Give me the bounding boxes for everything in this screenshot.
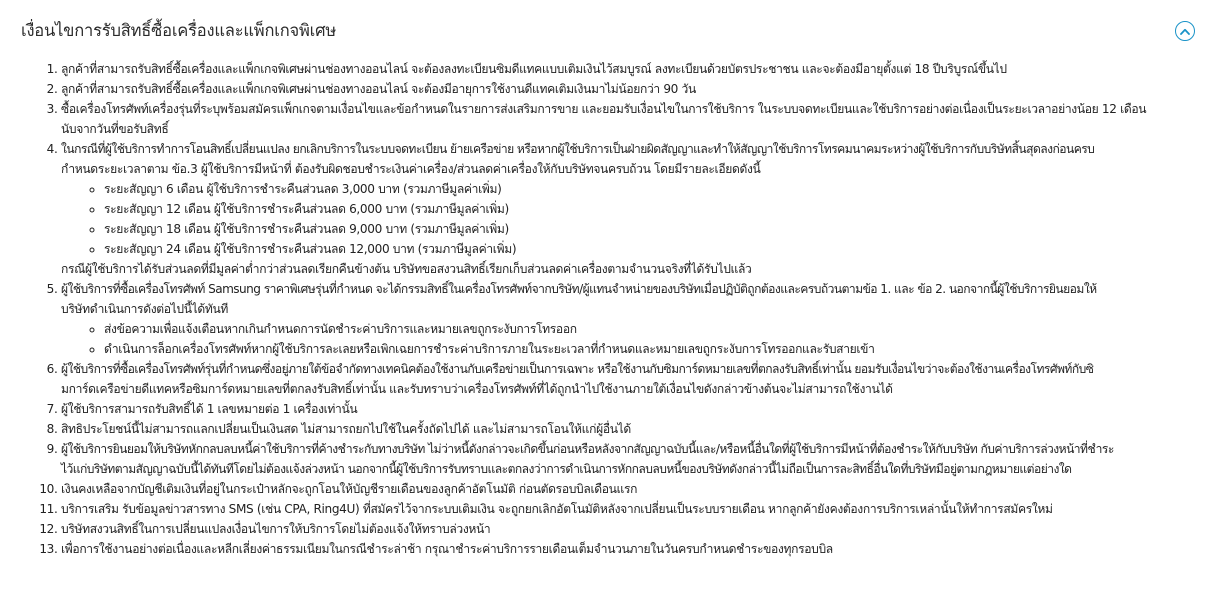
list-item	[61, 359, 1171, 399]
term-text: ผู้ใช้บริการยินยอมให้บริษัทหักกลบลบหนี้ค่าใช้บริการที่ค้างชำระกับทางบริษัท ไม่ว่าหนี้ดังกล่าวจะเกิดขึ้นก่อนหรือหลังจากสัญญาฉบับนี้และ/หรือหนี้อื่นใดที่ผู้ใช้บริการมีหน้าที่ต้องชำระให้กับบริษัท กับค่าบริการล่วงหน้าที่ชำระ	[61, 442, 1114, 456]
term-text: ลูกค้าที่สามารถรับสิทธิ์ซื้อเครื่องและแพ็กเกจพิเศษผ่านช่องทางออนไลน์ จะต้องลงทะเบียนซิมดีแทคแบบเติมเงินไว้สมบูรณ์ ลงทะเบียนด้วยบัตรประชาชน และจะต้องมีอายุตั้งแต่ 18 ปีบริบูรณ์ขึ้นไป	[61, 62, 1007, 76]
term-text: ซื้อเครื่องโทรศัพท์เครื่องรุ่นที่ระบุพร้อมสมัครแพ็กเกจตามเงื่อนไขและข้อกำหนดในรายการส่งเสริมการขาย และยอมรับเงื่อนไขในการใช้บริการ ในระบบจดทะเบียนและใช้บริการอย่างต่อเนื่องเป็นระยะเวลาอย่างน้อย 12 เดือน	[61, 102, 1147, 116]
sub-list-item: ◦ ระยะสัญญา 24 เดือน ผู้ใช้บริการชำระคืนส่วนลด 12,000 บาท (รวมภาษีมูลค่าเพิ่ม)	[104, 239, 1171, 259]
term-text: เงินคงเหลือจากบัญชีเติมเงินที่อยู่ในกระเป๋าหลักจะถูกโอนให้บัญชีรายเดือนของลูกค้าอัตโนมัติ ก่อนตัดรอบบิลเดือนแรก	[61, 482, 638, 496]
list-item	[61, 59, 1171, 79]
term-text: ผู้ใช้บริการสามารถรับสิทธิ์ได้ 1 เลขหมายต่อ 1 เครื่องเท่านั้น	[61, 402, 358, 416]
sub-list-item: ◦ ระยะสัญญา 6 เดือน ผู้ใช้บริการชำระคืนส่วนลด 3,000 บาท (รวมภาษีมูลค่าเพิ่ม)	[104, 179, 1171, 199]
term-text: นับจากวันที่ขอรับสิทธิ์	[61, 122, 169, 136]
list-item	[61, 439, 1171, 479]
term-text: ผู้ใช้บริการที่ซื้อเครื่องโทรศัพท์รุ่นที่กำหนดซึ่งอยู่ภายใต้ข้อจำกัดทางเทคนิคต้องใช้งานกับเครือข่ายเป็นการเฉพาะ หรือใช้งานกับซิมการ์ดหมายเลขที่ตกลงรับสิทธิ์เท่านั้น ยอมรับเงื่อนไขว่าจะต้องใช้งานเครื่องโทรศัพท์กับซิ	[61, 362, 1094, 376]
term-text: บริษัทสงวนสิทธิ์ในการเปลี่ยนแปลงเงื่อนไขการให้บริการโดยไม่ต้องแจ้งให้ทราบล่วงหน้า	[61, 522, 491, 536]
sub-list-item: ◦ ดำเนินการล็อกเครื่องโทรศัพท์หากผู้ใช้บริการละเลยหรือเพิกเฉยการชำระค่าบริการภายในระยะเวลาที่กำหนดและหมายเลขถูกระงับการโทรออกและรับสายเข้า	[104, 339, 1171, 359]
sub-list-item: ◦ ส่งข้อความเพื่อแจ้งเตือนหากเกินกำหนดการนัดชำระค่าบริการและหมายเลขถูกระงับการโทรออก	[104, 319, 1171, 339]
term-text: บริการเสริม รับข้อมูลข่าวสารทาง SMS (เช่น CPA, Ring4U) ที่สมัครไว้จากระบบเติมเงิน จะถูกยกเลิกอัตโนมัติหลังจากเปลี่ยนเป็นระบบรายเดือน หากลูกค้ายังคงต้องการบริการเหล่านั้นให้ทำการสมัครใหม่	[61, 502, 1053, 516]
action-list	[61, 319, 1171, 359]
list-item	[61, 79, 1171, 99]
sub-list-item: ◦ ระยะสัญญา 12 เดือน ผู้ใช้บริการชำระคืนส่วนลด 6,000 บาท (รวมภาษีมูลค่าเพิ่ม)	[104, 199, 1171, 219]
list-item	[61, 419, 1171, 439]
term-text: ผู้ใช้บริการที่ซื้อเครื่องโทรศัพท์ Samsung ราคาพิเศษรุ่นที่กำหนด จะได้กรรมสิทธิ์ในเครื่องโทรศัพท์จากบริษัท/ผู้แทนจำหน่ายของบริษัทเมื่อปฏิบัติถูกต้องและครบถ้วนตามข้อ 1. และ ข้อ 2. นอกจากนี้ผู้ใช้บริการยินยอมให้	[61, 282, 1097, 296]
terms-list	[0, 59, 1171, 559]
term-text: ไว้แก่บริษัทตามสัญญาฉบับนี้ได้ทันทีโดยไม่ต้องแจ้งล่วงหน้า นอกจากนี้ผู้ใช้บริการรับทราบและตกลงว่าการดำเนินการหักกลบลบหนี้ของบริษัทดังกล่าวนี้ไม่ถือเป็นการละสิทธิ์อื่นใดที่บริษัทมีอยู่ตามกฎหมายแต่อย่างใด	[61, 462, 1072, 476]
chevron-up-icon	[1180, 28, 1190, 35]
term-note: กรณีผู้ใช้บริการได้รับส่วนลดที่มีมูลค่าต่ำกว่าส่วนลดเรียกคืนข้างต้น บริษัทขอสงวนสิทธิ์เรียกเก็บส่วนลดค่าเครื่องตามจำนวนจริงที่ได้รับไปแล้ว	[61, 262, 752, 276]
list-item	[61, 519, 1171, 539]
term-text: กำหนดระยะเวลาตาม ข้อ.3 ผู้ใช้บริการมีหน้าที่ ต้องรับผิดชอบชำระเงินค่าเครื่อง/ส่วนลดค่าเครื่องให้กับบริษัทจนครบถ้วน โดยมีรายละเอียดดังนี้	[61, 162, 761, 176]
penalty-list	[61, 179, 1171, 259]
section-title: เงื่อนไขการรับสิทธิ์ซื้อเครื่องและแพ็กเกจพิเศษ	[21, 21, 337, 40]
term-text: บริษัทดำเนินการดังต่อไปนี้ได้ทันที	[61, 302, 229, 316]
list-item	[61, 479, 1171, 499]
sub-list-item: ◦ ระยะสัญญา 18 เดือน ผู้ใช้บริการชำระคืนส่วนลด 9,000 บาท (รวมภาษีมูลค่าเพิ่ม)	[104, 219, 1171, 239]
term-text: มการ์ดเครือข่ายดีแทคหรือซิมการ์ดหมายเลขที่ตกลงรับสิทธิ์เท่านั้น และรับทราบว่าเครื่องโทรศัพท์ที่ได้ถูกนำไปใช้งานภายใต้เงื่อนไขดังกล่าวข้างต้นจะไม่สามารถใช้งานได้	[61, 382, 893, 396]
list-item	[61, 399, 1171, 419]
term-text: ลูกค้าที่สามารถรับสิทธิ์ซื้อเครื่องและแพ็กเกจพิเศษผ่านช่องทางออนไลน์ จะต้องมีอายุการใช้งานดีแทคเติมเงินมาไม่น้อยกว่า 90 วัน	[61, 82, 696, 96]
term-text: เพื่อการใช้งานอย่างต่อเนื่องและหลีกเลี่ยงค่าธรรมเนียมในกรณีชำระล่าช้า กรุณาชำระค่าบริการรายเดือนเต็มจำนวนภายในวันครบกำหนดชำระของทุกรอบบิล	[61, 542, 833, 556]
collapse-toggle-button[interactable]	[1175, 21, 1195, 41]
list-item	[61, 139, 1171, 279]
section-header[interactable]	[21, 14, 1195, 48]
list-item	[61, 279, 1171, 359]
term-text: ในกรณีที่ผู้ใช้บริการทำการโอนสิทธิ์เปลี่ยนแปลง ยกเลิกบริการในระบบจดทะเบียน ย้ายเครือข่าย หรือหากผู้ใช้บริการเป็นฝ่ายผิดสัญญาและทำให้สัญญาใช้บริการโทรคมนาคมระหว่างผู้ใช้บริการกับบริษัทสิ้นสุดลงก่อนครบ	[61, 142, 1095, 156]
list-item	[61, 539, 1171, 559]
list-item	[61, 499, 1171, 519]
list-item	[61, 99, 1171, 139]
term-text: สิทธิประโยชน์นี้ไม่สามารถแลกเปลี่ยนเป็นเงินสด ไม่สามารถยกไปใช้ในครั้งถัดไปได้ และไม่สามารถโอนให้แก่ผู้อื่นได้	[61, 422, 631, 436]
terms-content	[0, 59, 1215, 559]
